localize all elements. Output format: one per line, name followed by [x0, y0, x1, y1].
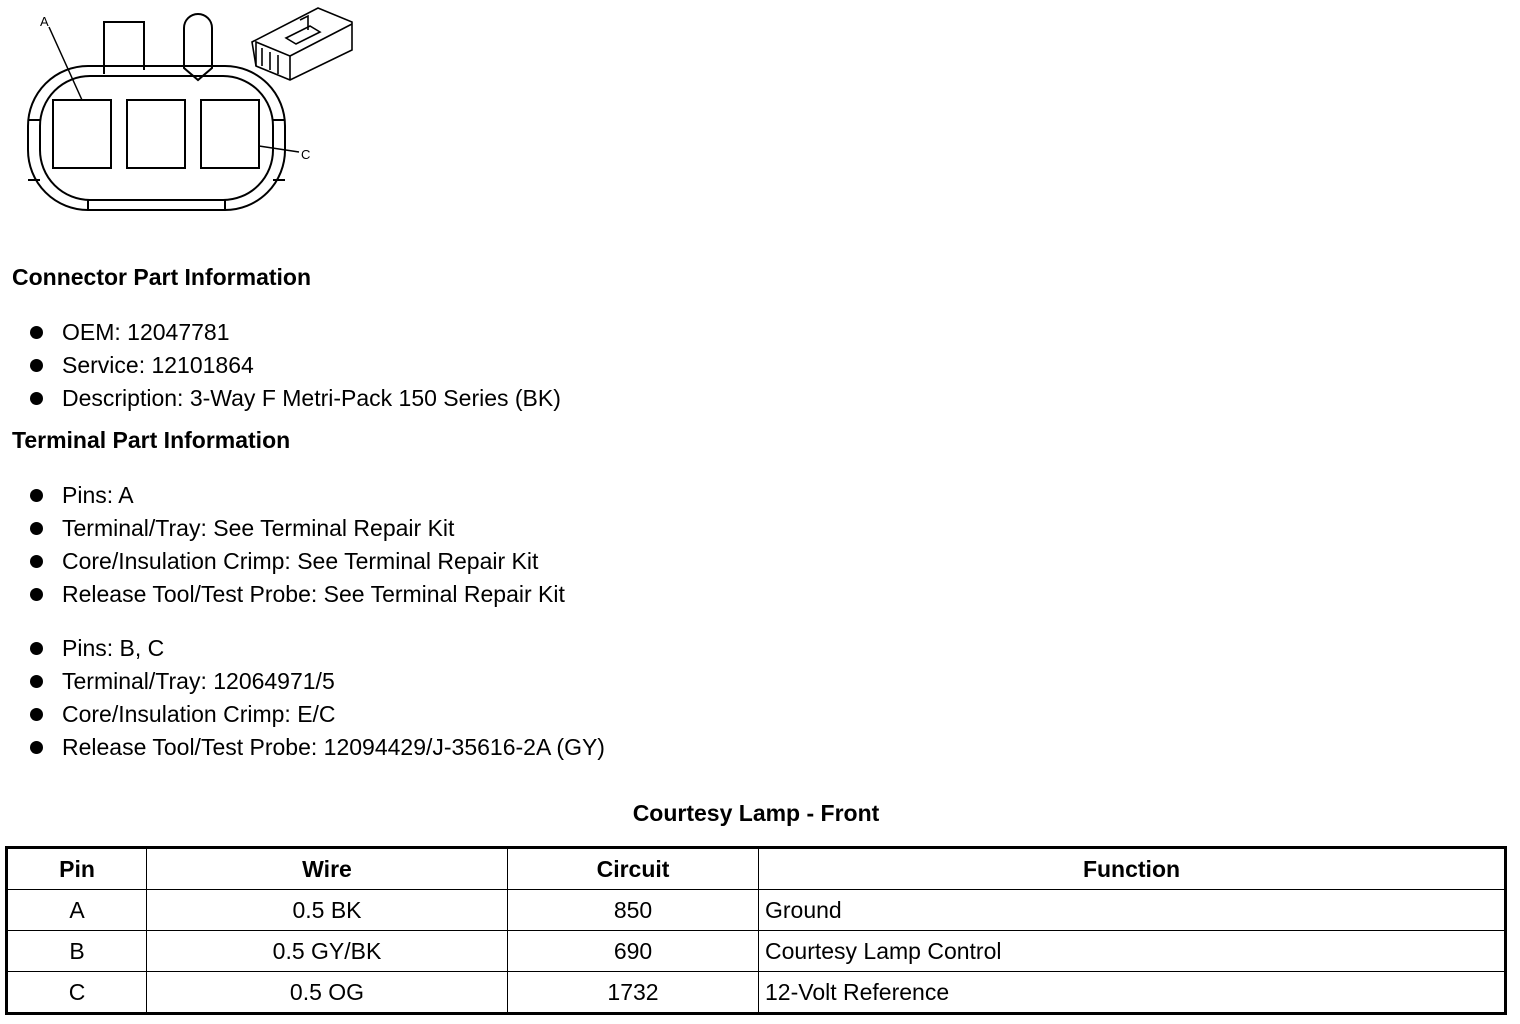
bullet-icon	[30, 359, 43, 372]
cell-pin: C	[7, 972, 147, 1014]
table-row	[7, 890, 1506, 931]
bullet-icon	[30, 741, 43, 754]
bullet-icon	[30, 489, 43, 502]
bullet-icon	[30, 642, 43, 655]
cell-wire: 0.5 GY/BK	[147, 931, 508, 972]
cell-circuit: 690	[508, 931, 759, 972]
terminal-group-a	[30, 480, 565, 612]
bullet-icon	[30, 708, 43, 721]
column-header-pin: Pin	[7, 848, 147, 890]
terminal-part-heading: Terminal Part Information	[12, 427, 291, 453]
column-header-circuit: Circuit	[508, 848, 759, 890]
list-item: Pins: B, C	[30, 633, 605, 666]
column-header-function: Function	[759, 848, 1506, 890]
cell-function: Courtesy Lamp Control	[759, 931, 1506, 972]
list-item: Terminal/Tray: 12064971/5	[30, 666, 605, 699]
cell-wire: 0.5 OG	[147, 972, 508, 1014]
table-header-row	[7, 848, 1506, 890]
bullet-icon	[30, 588, 43, 601]
cell-pin: B	[7, 931, 147, 972]
cell-circuit: 850	[508, 890, 759, 931]
bullet-icon	[30, 555, 43, 568]
connector-part-list	[30, 317, 561, 416]
list-item: Release Tool/Test Probe: See Terminal Repair Kit	[30, 579, 565, 612]
bullet-icon	[30, 392, 43, 405]
list-item: Core/Insulation Crimp: See Terminal Repair Kit	[30, 546, 565, 579]
terminal-group-bc	[30, 633, 605, 765]
connector-diagram	[0, 0, 380, 220]
list-item: Release Tool/Test Probe: 12094429/J-35616-2A (GY)	[30, 732, 605, 765]
cell-function: 12-Volt Reference	[759, 972, 1506, 1014]
list-item: Service: 12101864	[30, 350, 561, 383]
bullet-icon	[30, 675, 43, 688]
list-item: Description: 3-Way F Metri-Pack 150 Series (BK)	[30, 383, 561, 416]
cell-pin: A	[7, 890, 147, 931]
callout-c: C	[301, 147, 311, 162]
table-row	[7, 931, 1506, 972]
cell-function: Ground	[759, 890, 1506, 931]
list-item: Core/Insulation Crimp: E/C	[30, 699, 605, 732]
cell-wire: 0.5 BK	[147, 890, 508, 931]
bullet-icon	[30, 326, 43, 339]
list-item: Pins: A	[30, 480, 565, 513]
bullet-icon	[30, 522, 43, 535]
cell-circuit: 1732	[508, 972, 759, 1014]
pin-table	[5, 846, 1507, 1015]
connector-part-heading: Connector Part Information	[12, 264, 312, 290]
column-header-wire: Wire	[147, 848, 508, 890]
table-title: Courtesy Lamp - Front	[632, 800, 880, 826]
list-item: OEM: 12047781	[30, 317, 561, 350]
table-row	[7, 972, 1506, 1014]
list-item: Terminal/Tray: See Terminal Repair Kit	[30, 513, 565, 546]
callout-a: A	[40, 14, 49, 29]
